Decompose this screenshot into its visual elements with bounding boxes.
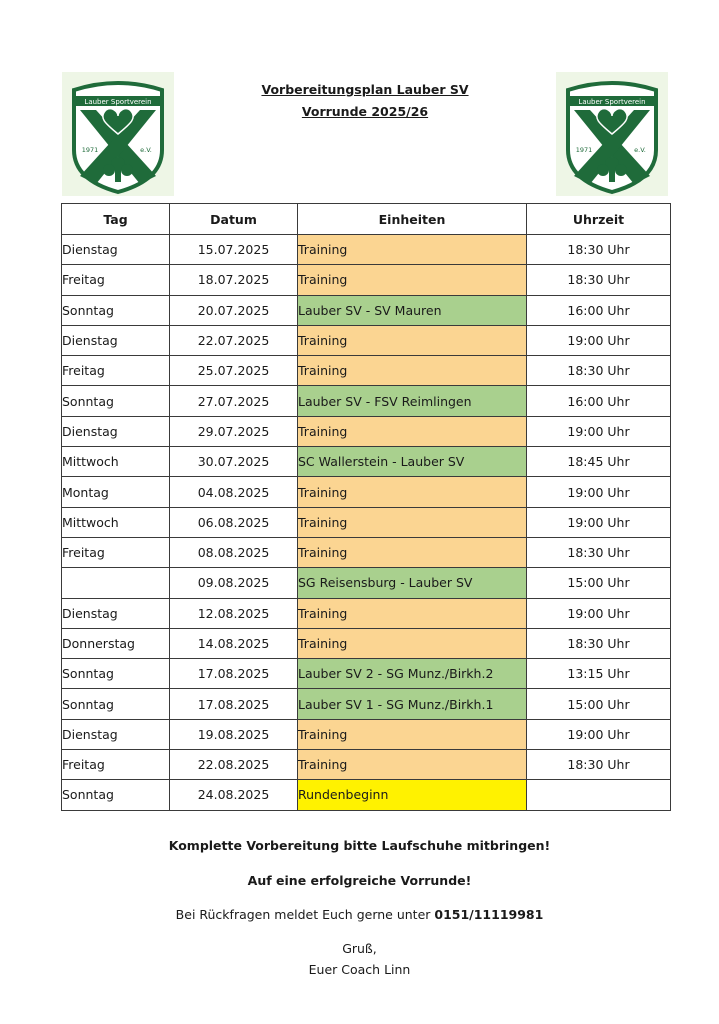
svg-text:e.V.: e.V. [634,146,646,154]
page-subtitle: Vorrunde 2025/26 [301,104,429,119]
cell-datum: 09.08.2025 [170,568,298,598]
cell-einheit: Training [298,507,527,537]
cell-tag [62,568,170,598]
table-row [62,356,671,386]
table-row [62,325,671,355]
table-row [62,598,671,628]
cell-tag: Dienstag [62,598,170,628]
cell-uhrzeit: 16:00 Uhr [527,386,671,416]
table-row [62,447,671,477]
cell-einheit: Training [298,416,527,446]
note-contact [0,907,719,922]
cell-datum: 29.07.2025 [170,416,298,446]
svg-text:1971: 1971 [575,146,593,154]
cell-einheit: Training [298,537,527,567]
cell-uhrzeit: 18:30 Uhr [527,628,671,658]
cell-einheit: Training [298,598,527,628]
table-row [62,386,671,416]
cell-uhrzeit: 18:30 Uhr [527,356,671,386]
cell-tag: Dienstag [62,325,170,355]
cell-einheit: Training [298,477,527,507]
club-crest-icon [62,72,174,196]
cell-uhrzeit: 16:00 Uhr [527,295,671,325]
club-logo-right [556,72,668,196]
cell-uhrzeit: 19:00 Uhr [527,325,671,355]
cell-einheit: Training [298,750,527,780]
cell-tag: Freitag [62,356,170,386]
cell-uhrzeit [527,780,671,810]
note-signature: Euer Coach Linn [308,962,411,977]
cell-uhrzeit: 13:15 Uhr [527,659,671,689]
column-header-tag: Tag [62,204,170,235]
cell-einheit: Lauber SV 1 - SG Munz./Birkh.1 [298,689,527,719]
table-row [62,265,671,295]
table-row [62,780,671,810]
cell-tag: Sonntag [62,689,170,719]
cell-datum: 15.07.2025 [170,235,298,265]
table-row [62,537,671,567]
contact-text: Bei Rückfragen meldet Euch gerne unter [175,907,435,922]
cell-uhrzeit: 15:00 Uhr [527,689,671,719]
table-row [62,628,671,658]
table-row [62,689,671,719]
club-logo-left [62,72,174,196]
cell-uhrzeit: 15:00 Uhr [527,568,671,598]
svg-text:Lauber Sportverein: Lauber Sportverein [84,98,152,106]
note-greeting: Gruß, [342,941,377,956]
cell-datum: 18.07.2025 [170,265,298,295]
cell-tag: Mittwoch [62,507,170,537]
cell-tag: Mittwoch [62,447,170,477]
cell-tag: Sonntag [62,780,170,810]
cell-tag: Donnerstag [62,628,170,658]
table-header-row [62,204,671,235]
page-title: Vorbereitungsplan Lauber SV [261,82,469,97]
cell-einheit: Training [298,265,527,295]
table-row [62,416,671,446]
schedule-table [61,203,671,811]
cell-datum: 17.08.2025 [170,659,298,689]
svg-text:e.V.: e.V. [140,146,152,154]
cell-tag: Montag [62,477,170,507]
cell-einheit: Training [298,628,527,658]
cell-tag: Sonntag [62,659,170,689]
cell-uhrzeit: 19:00 Uhr [527,507,671,537]
cell-uhrzeit: 19:00 Uhr [527,416,671,446]
cell-uhrzeit: 18:30 Uhr [527,750,671,780]
cell-datum: 20.07.2025 [170,295,298,325]
table-row [62,659,671,689]
table-row [62,719,671,749]
cell-uhrzeit: 19:00 Uhr [527,719,671,749]
cell-einheit: Training [298,325,527,355]
svg-text:1971: 1971 [81,146,99,154]
cell-tag: Sonntag [62,295,170,325]
cell-datum: 22.07.2025 [170,325,298,355]
cell-tag: Dienstag [62,719,170,749]
cell-einheit: Rundenbeginn [298,780,527,810]
cell-einheit: Lauber SV - SV Mauren [298,295,527,325]
cell-tag: Sonntag [62,386,170,416]
cell-einheit: Training [298,356,527,386]
cell-uhrzeit: 18:30 Uhr [527,265,671,295]
cell-uhrzeit: 18:45 Uhr [527,447,671,477]
column-header-einheiten: Einheiten [298,204,527,235]
cell-datum: 27.07.2025 [170,386,298,416]
cell-datum: 06.08.2025 [170,507,298,537]
table-row [62,507,671,537]
cell-einheit: SG Reisensburg - Lauber SV [298,568,527,598]
table-row [62,477,671,507]
cell-datum: 17.08.2025 [170,689,298,719]
cell-datum: 04.08.2025 [170,477,298,507]
cell-datum: 08.08.2025 [170,537,298,567]
cell-datum: 19.08.2025 [170,719,298,749]
cell-einheit: Lauber SV 2 - SG Munz./Birkh.2 [298,659,527,689]
table-row [62,568,671,598]
cell-uhrzeit: 19:00 Uhr [527,477,671,507]
cell-uhrzeit: 18:30 Uhr [527,235,671,265]
cell-datum: 30.07.2025 [170,447,298,477]
column-header-datum: Datum [170,204,298,235]
table-row [62,750,671,780]
column-header-uhrzeit: Uhrzeit [527,204,671,235]
cell-uhrzeit: 19:00 Uhr [527,598,671,628]
cell-uhrzeit: 18:30 Uhr [527,537,671,567]
cell-datum: 22.08.2025 [170,750,298,780]
note-laufschuhe: Komplette Vorbereitung bitte Laufschuhe mitbringen! [168,838,551,853]
cell-datum: 14.08.2025 [170,628,298,658]
cell-tag: Freitag [62,265,170,295]
table-row [62,295,671,325]
schedule-body [62,235,671,811]
table-row [62,235,671,265]
cell-datum: 24.08.2025 [170,780,298,810]
cell-einheit: Lauber SV - FSV Reimlingen [298,386,527,416]
cell-datum: 12.08.2025 [170,598,298,628]
cell-tag: Dienstag [62,416,170,446]
cell-einheit: Training [298,719,527,749]
cell-datum: 25.07.2025 [170,356,298,386]
cell-einheit: Training [298,235,527,265]
cell-einheit: SC Wallerstein - Lauber SV [298,447,527,477]
cell-tag: Dienstag [62,235,170,265]
svg-text:Lauber Sportverein: Lauber Sportverein [578,98,646,106]
contact-phone: 0151/11119981 [434,907,544,922]
cell-tag: Freitag [62,537,170,567]
cell-tag: Freitag [62,750,170,780]
club-crest-icon [556,72,668,196]
note-vorrunde: Auf eine erfolgreiche Vorrunde! [247,873,472,888]
